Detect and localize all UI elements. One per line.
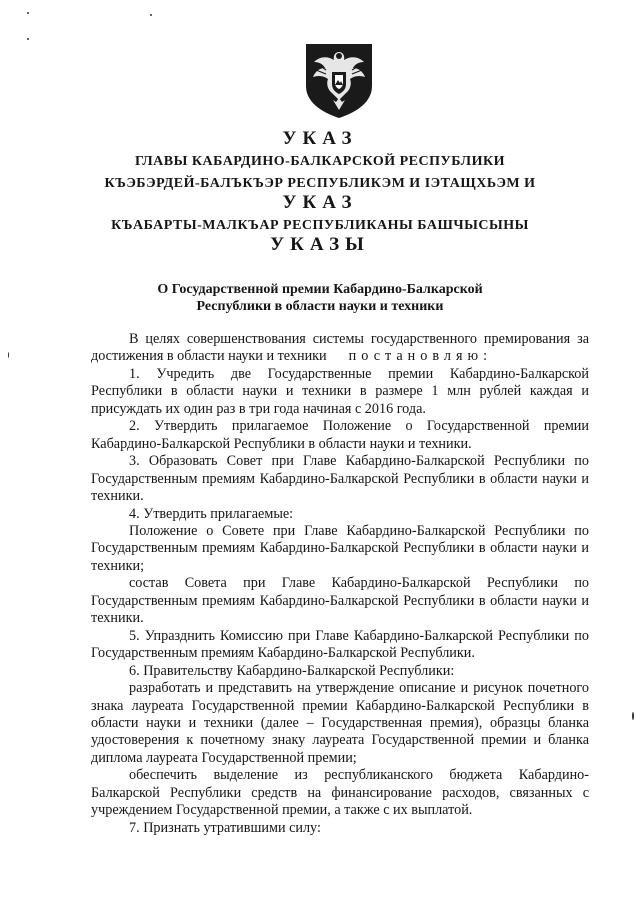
body-paragraph: 2. Утвердить прилагаемое Положение о Государственной премии Кабардино-Балкарской Республики в области науки и техники. — [91, 418, 589, 452]
scan-speck — [8, 352, 9, 358]
body-paragraph: состав Совета при Главе Кабардино-Балкарской Республики по Государственным премиям Кабардино-Балкарской Республики в области науки и техники. — [91, 575, 589, 627]
decree-heading-kabardian: УКАЗ — [282, 192, 358, 213]
body-paragraph: 3. Образовать Совет при Главе Кабардино-Балкарской Республики по Государственным премиям Кабардино-Балкарской Республики в области науки и техники. — [91, 453, 589, 505]
body-paragraph: 6. Правительству Кабардино-Балкарской Республики: — [129, 662, 455, 679]
intro-paragraph — [91, 331, 589, 366]
body-paragraph: 4. Утвердить прилагаемые: — [129, 505, 294, 522]
scan-speck — [632, 712, 634, 720]
intro-text: В целях совершенствования системы государственного премирования за достижения в области науки и техники — [91, 331, 589, 365]
decree-heading-russian: УКАЗ — [282, 128, 358, 149]
authority-line-balkar: КЪАБАРТЫ-МАЛКЪАР РЕСПУБЛИКАНЫ БАШЧЫСЫНЫ — [111, 218, 529, 233]
body-paragraph: Положение о Совете при Главе Кабардино-Балкарской Республики по Государственным премиям Кабардино-Балкарской Республики в области науки и техники; — [91, 522, 589, 574]
document-title-line-2: Республики в области науки и техники — [196, 299, 444, 314]
document-body — [91, 331, 589, 837]
scan-speck — [27, 12, 29, 14]
body-paragraph: 7. Признать утратившими силу: — [129, 819, 321, 836]
body-paragraph: обеспечить выделение из республиканского бюджета Кабардино-Балкарской Республики средств на финансирование расходов, связанных с учреждением Государственной премии, а также с их выплатой. — [91, 767, 589, 819]
coat-of-arms-icon — [302, 42, 376, 120]
decree-heading-balkar: УКАЗЫ — [270, 234, 370, 255]
scan-speck — [150, 14, 152, 16]
body-paragraph: 1. Учредить две Государственные премии Кабардино-Балкарской Республики в области науки и техники в размере 1 млн рублей каждая и присуждать их один раз в три года начиная с 2016 года. — [91, 365, 589, 417]
authority-line-russian: ГЛАВЫ КАБАРДИНО-БАЛКАРСКОЙ РЕСПУБЛИКИ — [134, 154, 506, 169]
body-paragraph: разработать и представить на утверждение описание и рисунок почетного знака лауреата Государственной премии Кабардино-Балкарской Республики в области науки и техники (далее – Государственная премия), образцы бланка удостоверения к почетному знаку лауреата Государственной премии и бланка диплома лауреата Государственной премии; — [91, 680, 589, 766]
decree-word: постановляю: — [348, 348, 493, 365]
document-title-line-1: О Государственной премии Кабардино-Балкарской — [157, 282, 483, 297]
body-paragraph: 5. Упразднить Комиссию при Главе Кабардино-Балкарской Республики по Государственным премиям Кабардино-Балкарской Республики. — [91, 627, 589, 662]
scan-speck — [27, 38, 29, 40]
authority-line-kabardian: КЪЭБЭРДЕЙ-БАЛЪКЪЭР РЕСПУБЛИКЭМ И ІЭТАЩХЬЭМ И — [104, 176, 536, 191]
